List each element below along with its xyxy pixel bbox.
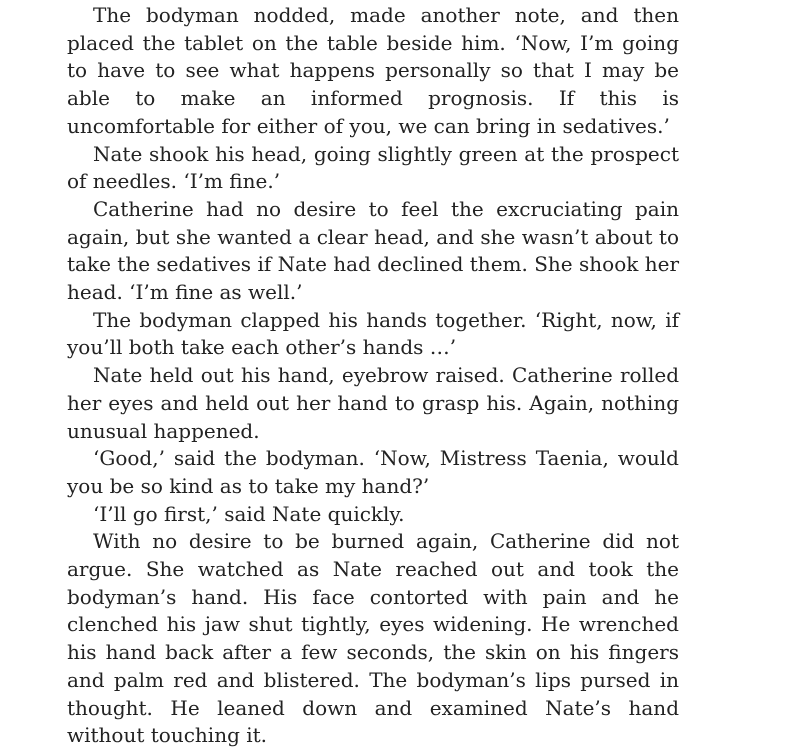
book-page [67,0,679,750]
paragraph: The bodyman clapped his hands together. ‘Right, now, if you’ll both take each other’s hands …’ [67,307,679,360]
paragraph: Nate shook his head, going slightly green at the prospect of needles. ‘I’m fine.’ [67,141,679,194]
paragraph: With no desire to be burned again, Catherine did not argue. She watched as Nate reached out and took the bodyman’s hand. His face contorted with pain and he clenched his jaw shut tightly, eyes widening. He wrenched his hand back after a few seconds, the skin on his fingers and palm red and blistered. The bodyman’s lips pursed in thought. He leaned down and examined Nate’s hand without touching it. [67,529,679,748]
paragraph: ‘Good,’ said the bodyman. ‘Now, Mistress Taenia, would you be so kind as to take my hand?’ [67,446,679,498]
paragraph: The bodyman nodded, made another note, and then placed the tablet on the table beside him. ‘Now, I’m going to have to see what happens personally so that I may be able to make an informed prognosis. If this is uncomfortable for either of you, we can bring in sedatives.’ [67,3,679,138]
paragraph: ‘I’ll go first,’ said Nate quickly. [93,501,405,526]
paragraph: Nate held out his hand, eyebrow raised. Catherine rolled her eyes and held out her hand to grasp his. Again, nothing unusual happened. [67,363,679,443]
paragraph: Catherine had no desire to feel the excruciating pain again, but she wanted a clear head, and she wasn’t about to take the sedatives if Nate had declined them. She shook her head. ‘I’m fine as well.’ [67,196,679,305]
